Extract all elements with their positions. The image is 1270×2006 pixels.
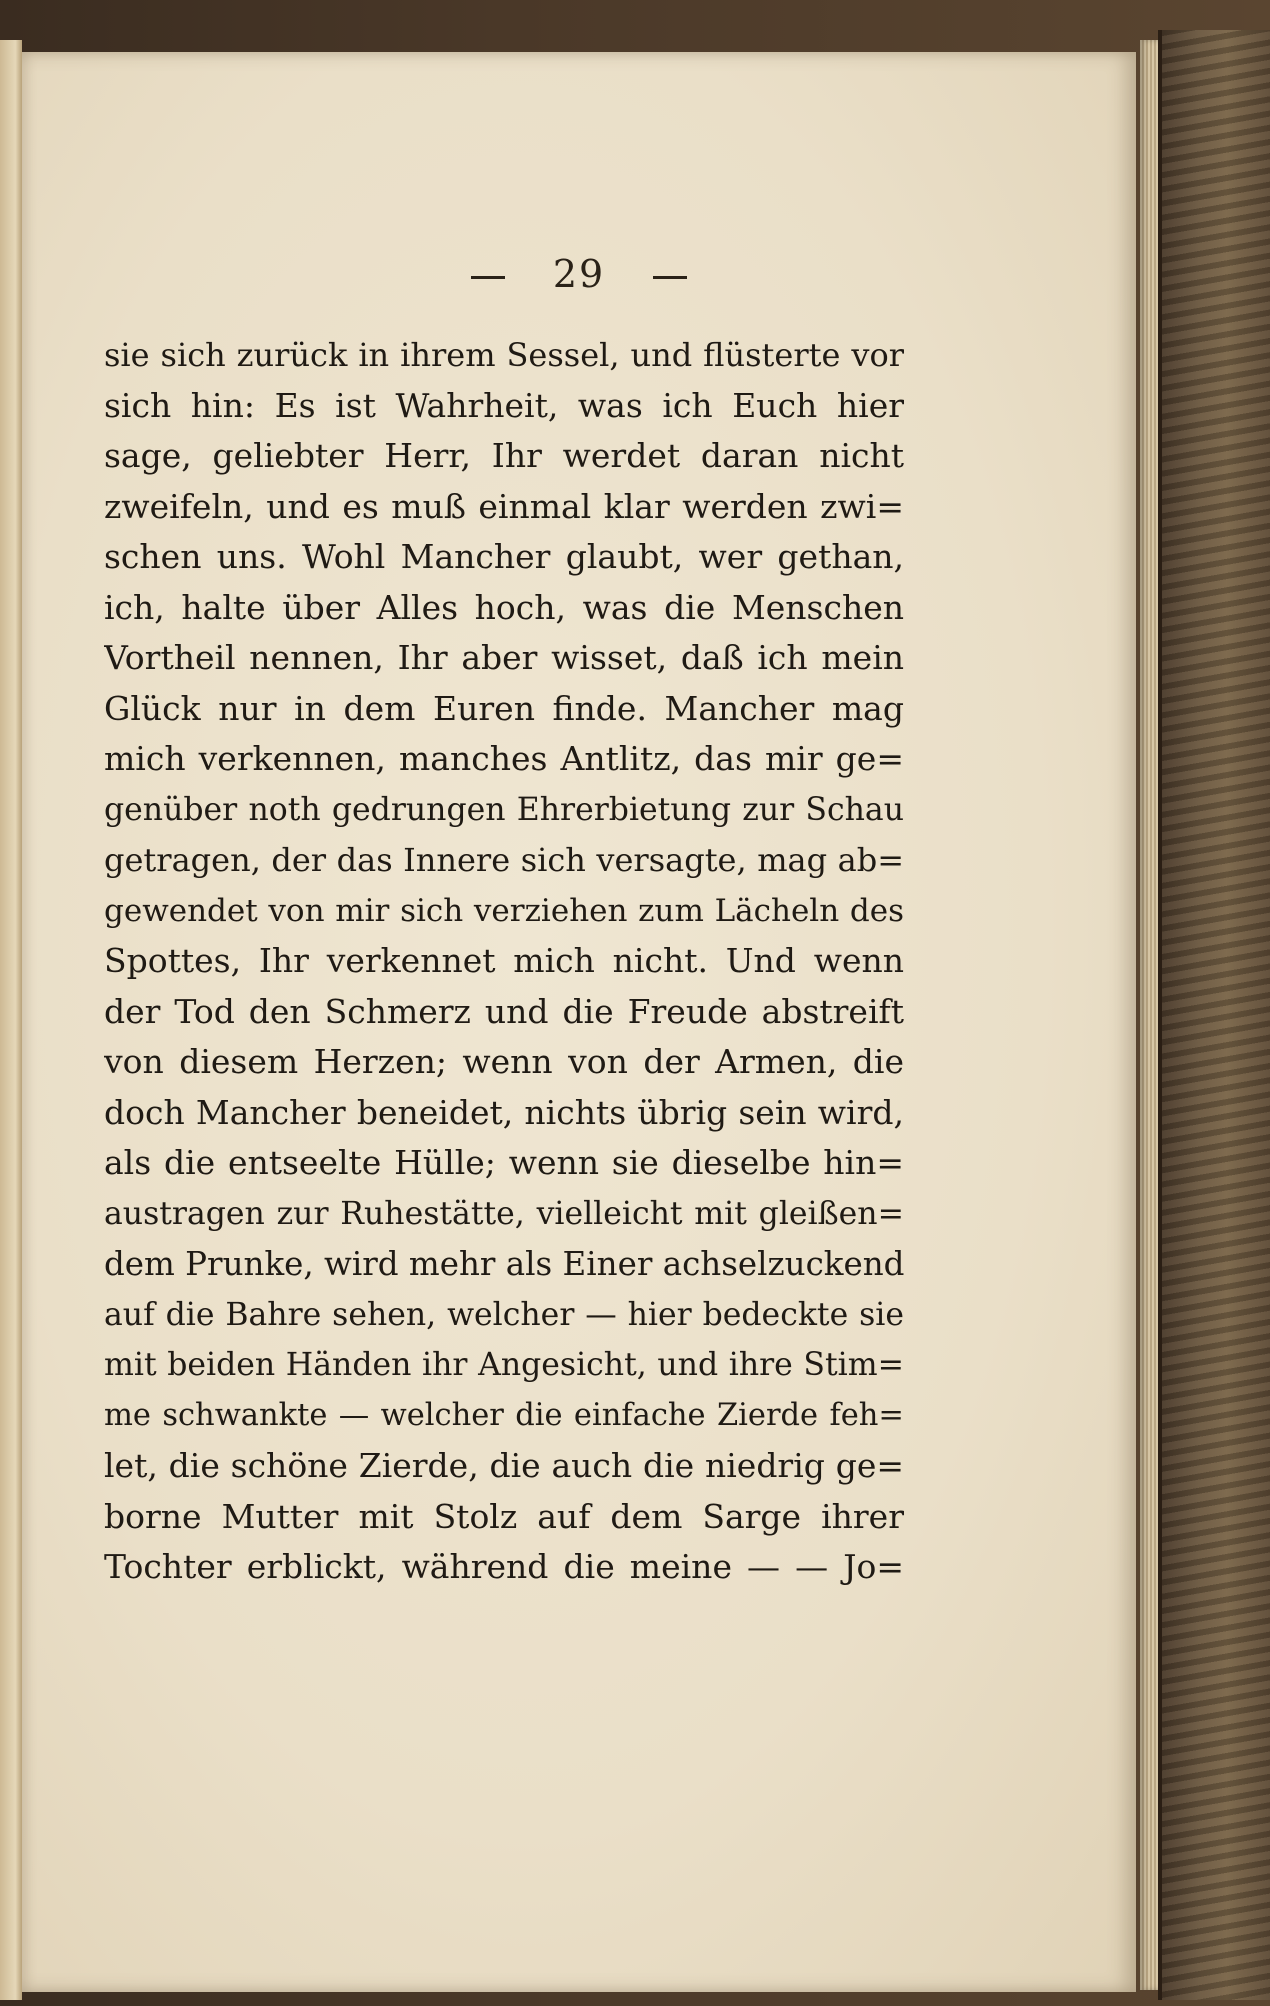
- text-line: gewendet von mir sich verziehen zum Lächeln des: [104, 892, 904, 929]
- text-line: Glück nur in dem Euren finde. Mancher mag: [104, 688, 904, 728]
- text-line: mich verkennen, manches Antlitz, das mir ge=: [104, 739, 904, 778]
- text-line: der Tod den Schmerz und die Freude abstreift: [104, 991, 904, 1031]
- text-line: me schwankte — welcher die einfache Zierde feh=: [104, 1397, 904, 1433]
- text-line: sage, geliebter Herr, Ihr werdet daran nicht: [104, 436, 904, 475]
- text-line: auf die Bahre sehen, welcher — hier bedeckte sie: [104, 1296, 904, 1333]
- text-line: doch Mancher beneidet, nichts übrig sein wird,: [104, 1092, 904, 1132]
- text-line: genüber noth gedrungen Ehrerbietung zur Schau: [104, 791, 904, 828]
- text-line: von diesem Herzen; wenn von der Armen, die: [104, 1042, 904, 1081]
- page-header: [22, 252, 1136, 296]
- text-line: borne Mutter mit Stolz auf dem Sarge ihrer: [104, 1496, 904, 1536]
- page-text: [104, 330, 904, 1593]
- header-dash-right: [653, 276, 687, 279]
- text-line: ich, halte über Alles hoch, was die Menschen: [104, 587, 904, 627]
- text-line: sich hin: Es ist Wahrheit, was ich Euch hier: [104, 385, 904, 425]
- text-line: Tochter erblickt, während die meine — — Jo=: [104, 1547, 904, 1586]
- book-cover: [1158, 30, 1270, 2000]
- text-line: austragen zur Ruhestätte, vielleicht mit gleißen=: [104, 1195, 904, 1232]
- text-line: dem Prunke, wird mehr als Einer achselzuckend: [104, 1245, 904, 1283]
- text-line: Spottes, Ihr verkennet mich nicht. Und wenn: [104, 941, 904, 980]
- left-page-edge: [0, 40, 22, 2000]
- header-dash-left: [471, 276, 505, 279]
- page-number: 29: [552, 252, 606, 296]
- text-line: als die entseelte Hülle; wenn sie dieselbe hin=: [104, 1143, 904, 1182]
- text-line: zweifeln, und es muß einmal klar werden zwi=: [104, 486, 904, 526]
- text-line: Vortheil nennen, Ihr aber wisset, daß ich mein: [104, 638, 904, 677]
- book-page: [22, 52, 1136, 1992]
- text-line: schen uns. Wohl Mancher glaubt, wer gethan,: [104, 537, 904, 576]
- text-line: let, die schöne Zierde, die auch die niedrig ge=: [104, 1446, 904, 1485]
- text-line: getragen, der das Innere sich versagte, mag ab=: [104, 841, 904, 879]
- text-line: sie sich zurück in ihrem Sessel, und flüsterte vor: [104, 336, 904, 374]
- text-line: mit beiden Händen ihr Angesicht, und ihre Stim=: [104, 1347, 904, 1383]
